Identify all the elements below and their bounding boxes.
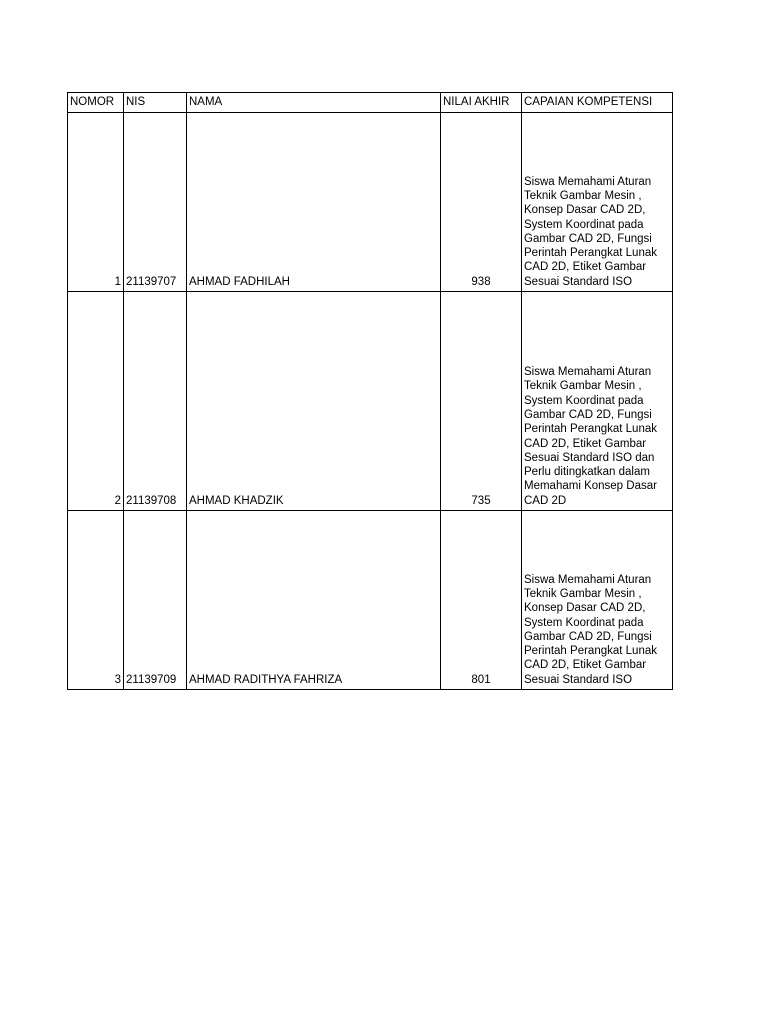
cell-nama: AHMAD KHADZIK: [187, 292, 441, 511]
header-capaian-kompetensi: CAPAIAN KOMPETENSI: [522, 93, 673, 113]
cell-nomor: 3: [68, 511, 124, 690]
header-nama: NAMA: [187, 93, 441, 113]
cell-nomor: 2: [68, 292, 124, 511]
table-row: [68, 113, 673, 292]
header-row: [68, 93, 673, 113]
cell-nama: AHMAD RADITHYA FAHRIZA: [187, 511, 441, 690]
cell-nama: AHMAD FADHILAH: [187, 113, 441, 292]
grades-sheet: [67, 92, 673, 690]
table-row: [68, 292, 673, 511]
cell-nis: 21139709: [124, 511, 187, 690]
cell-nis: 21139708: [124, 292, 187, 511]
cell-nis: 21139707: [124, 113, 187, 292]
cell-capaian-kompetensi: Siswa Memahami Aturan Teknik Gambar Mesin , System Koordinat pada Gambar CAD 2D, Fungsi Perintah Perangkat Lunak CAD 2D, Etiket Gambar Sesuai Standard ISO dan Perlu ditingkatkan dalam Memahami Konsep Dasar CAD 2D: [522, 292, 673, 511]
header-nomor: NOMOR: [68, 93, 124, 113]
table-row: [68, 511, 673, 690]
cell-capaian-kompetensi: Siswa Memahami Aturan Teknik Gambar Mesin , Konsep Dasar CAD 2D, System Koordinat pada Gambar CAD 2D, Fungsi Perintah Perangkat Lunak CAD 2D, Etiket Gambar Sesuai Standard ISO: [522, 113, 673, 292]
cell-nilai-akhir: 801: [441, 511, 522, 690]
header-nis: NIS: [124, 93, 187, 113]
cell-nilai-akhir: 735: [441, 292, 522, 511]
header-nilai-akhir: NILAI AKHIR: [441, 93, 522, 113]
cell-nilai-akhir: 938: [441, 113, 522, 292]
cell-capaian-kompetensi: Siswa Memahami Aturan Teknik Gambar Mesin , Konsep Dasar CAD 2D, System Koordinat pada Gambar CAD 2D, Fungsi Perintah Perangkat Lunak CAD 2D, Etiket Gambar Sesuai Standard ISO: [522, 511, 673, 690]
cell-nomor: 1: [68, 113, 124, 292]
grades-table: [67, 92, 673, 690]
